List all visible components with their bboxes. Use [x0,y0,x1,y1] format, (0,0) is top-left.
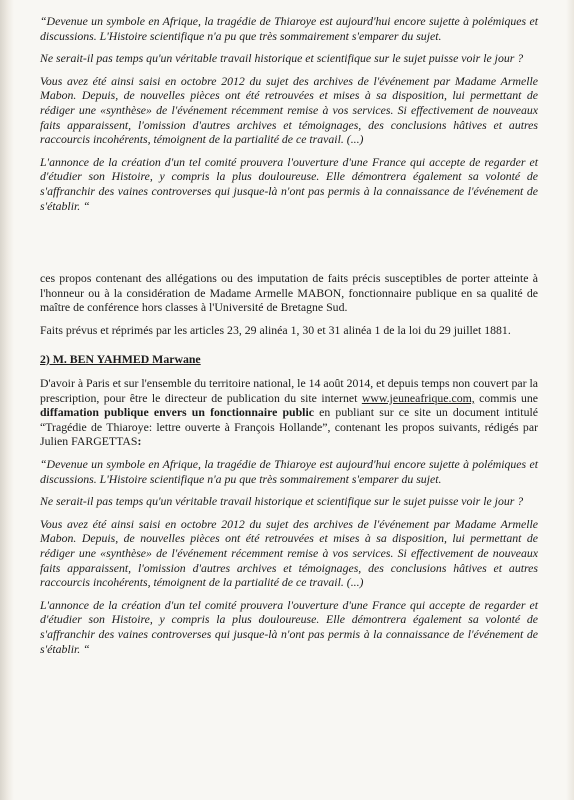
charge-bold-text: diffamation publique envers un fonctionnaire public [40,405,314,420]
colon: : [137,434,142,449]
legal-reference-paragraph: Faits prévus et réprimés par les articles 23, 29 alinéa 1, 30 et 31 alinéa 1 de la loi du 29 juillet 1881. [40,322,511,337]
scan-edge-right [566,0,574,800]
charge-text: D'avoir à Paris et sur l'ensemble du territoire national, le 14 août 2014, et depuis temps non couvert par la prescription, pour être le directeur de publication du site internet [40,376,538,405]
quote-paragraph: “Devenue un symbole en Afrique, la tragédie de Thiaroye est aujourd'hui encore sujette à polémiques et discussions. L'Histoire scientifique n'a pu que très sommairement s'emparer du sujet. [40,14,538,43]
charge-text: commis une [474,390,538,405]
quote-block-1 [40,14,538,213]
allegations-paragraph: ces propos contenant des allégations ou des imputation de faits précis susceptibles de porter atteinte à l'honneur ou à la considération de Madame Armelle MABON, fonctionnaire publique en sa qualité de maître de conférence hors classes à l'Université de Bretagne Sud. [40,271,538,315]
quote-paragraph: Vous avez été ainsi saisi en octobre 2012 du sujet des archives de l'événement par Madame Armelle Mabon. Depuis, de nouvelles pièces ont été retrouvées et mises à sa disposition, lui permettant de rédiger une «synthèse» de l'événement récemment remise à vos services. Si effectivement de nouveaux faits apparaissent, l'omission d'autres archives et témoignages, des conclusions hâtives et autres raccourcis incohérents, témoignent de la partialité de ce travail. (...) [40,516,538,590]
section-heading: 2) M. BEN YAHMED Marwane [40,351,201,366]
scan-edge-left [0,0,14,800]
website-link[interactable]: www.jeuneafrique.com, [361,390,475,405]
quote-block-2 [40,457,538,656]
quote-paragraph: Ne serait-il pas temps qu'un véritable travail historique et scientifique sur le sujet puisse voir le jour ? [40,494,524,509]
quote-paragraph: “Devenue un symbole en Afrique, la tragédie de Thiaroye est aujourd'hui encore sujette à polémiques et discussions. L'Histoire scientifique n'a pu que très sommairement s'emparer du sujet. [40,457,538,486]
quote-paragraph: Vous avez été ainsi saisi en octobre 2012 du sujet des archives de l'événement par Madame Armelle Mabon. Depuis, de nouvelles pièces ont été retrouvées et mises à sa disposition, lui permettant de rédiger une «synthèse» de l'événement récemment remise à vos services. Si effectivement de nouveaux faits apparaissent, l'omission d'autres archives et témoignages, des conclusions hâtives et autres raccourcis incohérents, témoignent de la partialité de ce travail. (...) [40,73,538,147]
document-body [40,14,538,664]
quote-paragraph: Ne serait-il pas temps qu'un véritable travail historique et scientifique sur le sujet puisse voir le jour ? [40,51,524,66]
quote-paragraph: L'annonce de la création d'un tel comité prouvera l'ouverture d'une France qui accepte de regarder et d'étudier son Histoire, y compris la plus douloureuse. Elle démontrera également sa volonté de s'affranchir des vaines controverses qui jusque-là n'ont pas permis à la connaissance de l'événement de s'établir. “ [40,154,538,213]
charge-text: en publiant sur ce site un document intitulé “Tragédie de Thiaroye: lettre ouverte à François Hollande”, contenant les propos suivants, rédigés par Julien FARGETTAS [40,405,538,449]
quote-paragraph: L'annonce de la création d'un tel comité prouvera l'ouverture d'une France qui accepte de regarder et d'étudier son Histoire, y compris la plus douloureuse. Elle démontrera également sa volonté de s'affranchir des vaines controverses qui jusque-là n'ont pas permis à la connaissance de l'événement de s'établir. “ [40,597,538,656]
charge-paragraph [40,376,538,449]
blank-space [40,221,538,271]
